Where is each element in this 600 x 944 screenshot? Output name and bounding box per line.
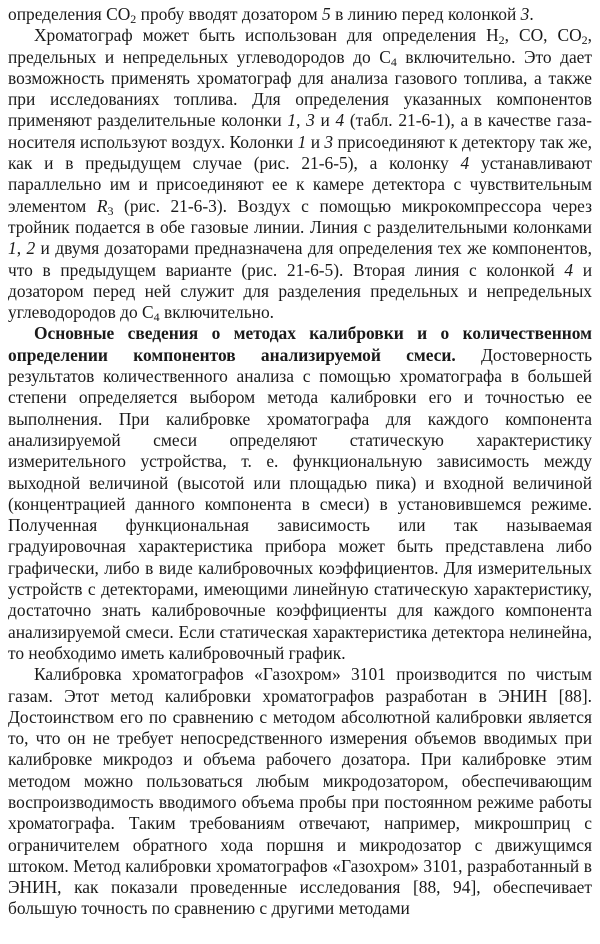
paragraph-0: определения $CO_2$ пробу вводят дозатором 5 в линию перед колонкой 3. (8, 4, 534, 26)
paragraph-1: Хроматограф может быть использован для определения $H_2$, CO, $CO_2$, предельных и непредельных углеводородов до $C_4$ включительно. Это дает возможность применять хроматограф для анализа газового топлива, а также при исследованиях топлива. Для определения указанных компонентов применяют разделительные колонки 1, 3 и 4 (табл. 21-6-1), а в качестве газа-носителя используют воздух. Колонки 1 и 3 присоединяют к детектору так же, как и в предыдущем случае (рис. 21-6-5), а колонку 4 устанавливают параллельно им и присоединяют ее к камере детектора с чувствительным элементом $R_3$ (рис. 21-6-3). Воздух с помощью микрокомпрессора через тройник подается в обе газовые линии. Линия с разделительными колонками 1, 2 и двумя дозаторами предназначена для определения тех же компонентов, что в предыдущем варианте (рис. 21-6-5). Вторая линия с колонкой 4 и дозатором перед ней служит для разделения предельных и непредельных углеводородов до $C_4$ включительно. (8, 25, 593, 325)
paragraph-3: Калибровка хроматографов «Газохром» 3101 производится по чистым газам. Этот метод калибровки хроматографов разработан в ЭНИН [88]. Достоинством его по сравнению с методом абсолютной калибровки является то, что он не требует непосредственного измерения объемов вводимых при калибровке микродоз и объема рабочего дозатора. При калибровке этим методом можно пользоваться любым микродозатором, обеспечивающим воспроизводимость вводимого объема пробы при постоянном режиме работы хроматографа. Таким требованиям отвечают, например, микрошприц с ограничителем обратного хода поршня и микродозатор с движущимся штоком. Метод калибровки хроматографов «Газохром» 3101, разработанный в ЭНИН, как показали проведенные исследования [88, 94], обеспечивает большую точность по сравнению с другими методами (8, 664, 592, 919)
paragraph-2 (8, 323, 592, 664)
paragraph-2-body: Достоверность результатов количественного анализа с помощью хроматографа в большей степени определяется выбором метода калибровки его и точностью ее выполнения. При калибровке хроматографа для каждого компонента анализируемой смеси определяют статическую характеристику измерительного устройства, т. е. функциональную зависимость между выходной величиной (высотой или площадью пика) и входной величиной (концентрацией данного компонента в смеси) в установившемся режиме. Полученная функциональная зависимость или так называемая градуировочная характеристика прибора может быть представлена либо графически, либо в виде калибровочных коэффициентов. Для измерительных устройств с детекторами, имеющими линейную статическую характеристику, достаточно знать калибровочные коэффициенты для каждого компонента анализируемой смеси. Если статическая характеристика детектора нелинейна, то необходимо иметь калибровочный график. (8, 344, 592, 663)
section-heading: Основные сведения о методах калибровки и о количественном определении компонентов анализируемой смеси. (8, 323, 592, 365)
